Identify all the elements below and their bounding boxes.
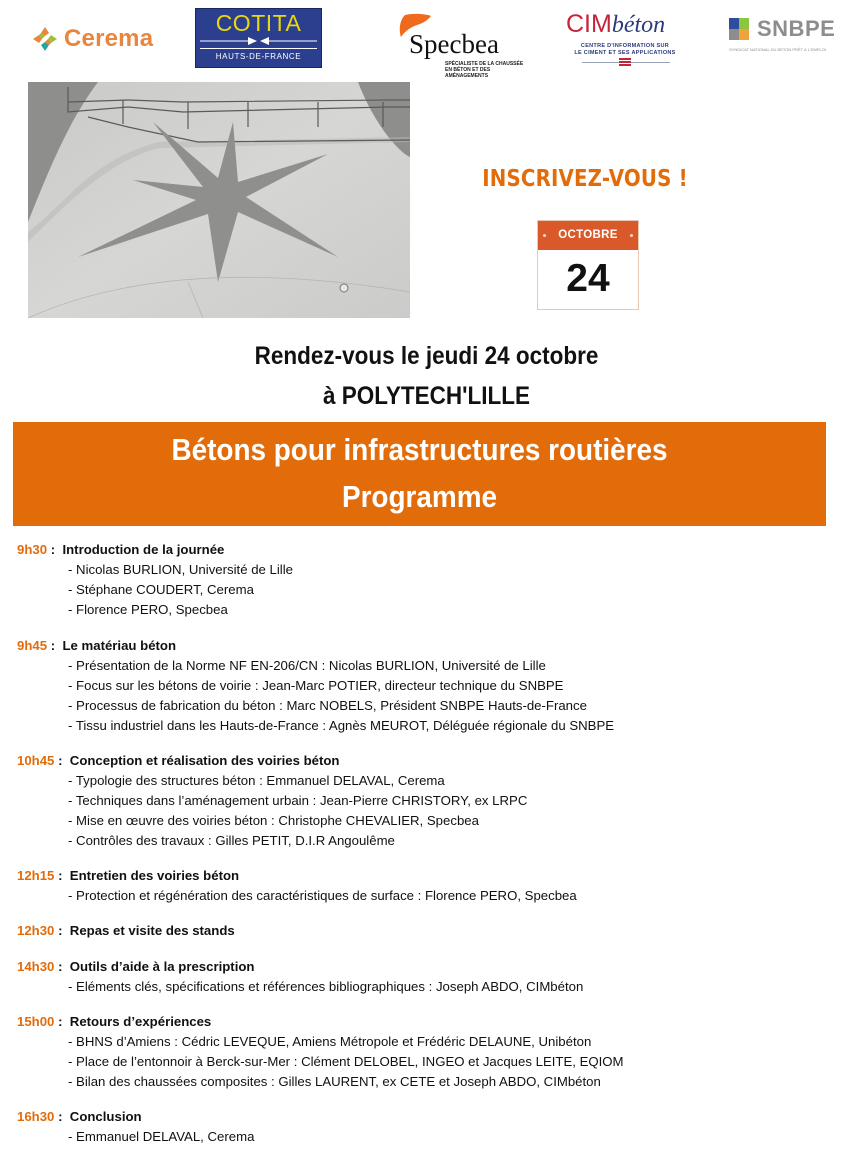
session-time: 9h45 [17,638,48,653]
cerema-name: Cerema [64,25,154,52]
session-title: Conception et réalisation des voiries béton [69,753,340,768]
separator: : [54,1014,70,1029]
programme-session [17,636,614,736]
programme-session [17,957,583,997]
snbpe-square-icon [739,29,749,40]
cotita-subtitle: HAUTS-DE-FRANCE [200,48,317,64]
cerema-icon [32,26,58,52]
session-time: 15h00 [17,1014,55,1029]
session-speaker-item: - Place de l’entonnoir à Berck-sur-Mer : Clément DELOBEL, INGEO et Jacques LEITE, EQIOM [68,1054,624,1069]
programme-session [17,866,577,906]
session-speaker-item: - Emmanuel DELAVAL, Cerema [68,1129,255,1144]
programme-session [17,1107,254,1147]
session-speaker-item: - Techniques dans l’aménagement urbain : Jean-Pierre CHRISTORY, ex LRPC [68,793,528,808]
programme-session [17,540,293,620]
session-time: 14h30 [17,959,55,974]
cimbeton-mark-icon [619,58,631,67]
session-speaker-item: - Contrôles des travaux : Gilles PETIT, D.I.R Angoulême [68,833,395,848]
session-title: Outils d’aide à la prescription [69,959,255,974]
session-time: 9h30 [17,542,48,557]
calendar-month: OCTOBRE [538,221,638,250]
calendar-date-icon [537,220,639,310]
separator: : [54,1109,70,1124]
converging-arrows-icon [200,36,317,46]
logo-cotita [195,8,322,68]
separator: : [47,542,63,557]
separator: : [54,959,70,974]
session-title: Entretien des voiries béton [69,868,240,883]
session-header [17,1107,254,1127]
session-header [17,1012,624,1032]
session-time: 12h15 [17,868,55,883]
separator: : [54,923,70,938]
event-venue-line: à POLYTECH'LILLE [322,382,531,410]
session-speaker-item: - Tissu industriel dans les Hauts-de-France : Agnès MEUROT, Déléguée régionale du SNBPE [68,718,615,733]
dot-decoration [630,234,633,237]
calendar-day: 24 [566,257,610,300]
cimbeton-name: CIMbéton [566,10,666,38]
session-header [17,751,527,771]
partner-logos [0,0,853,79]
session-title: Repas et visite des stands [69,923,235,938]
banner-subtitle: Programme [341,479,498,514]
session-speaker-item: - Stéphane COUDERT, Cerema [68,582,254,597]
snbpe-subtitle: SYNDICAT NATIONAL DU BÉTON PRÊT À L'EMPLOI [729,47,826,52]
logo-snbpe [727,14,852,64]
specbea-name: Specbea [409,29,499,59]
session-speaker-item: - Focus sur les bétons de voirie : Jean-Marc POTIER, directeur technique du SNBPE [68,678,564,693]
snbpe-square-icon [739,18,749,29]
session-time: 16h30 [17,1109,55,1124]
logo-cimbeton [562,8,687,70]
event-headline [0,336,853,416]
logo-specbea [397,13,532,79]
session-time: 10h45 [17,753,55,768]
session-title: Introduction de la journée [62,542,225,557]
session-speaker-item: - Bilan des chaussées composites : Gilles LAURENT, ex CETE et Joseph ABDO, CIMbéton [68,1074,601,1089]
session-speaker-item: - Typologie des structures béton : Emmanuel DELAVAL, Cerema [68,773,445,788]
specbea-subtitle: SPÉCIALISTE DE LA CHAUSSÉE EN BÉTON ET DES AMÉNAGEMENTS [445,61,524,79]
session-speaker-item: - Eléments clés, spécifications et références bibliographiques : Joseph ABDO, CIMbéton [68,979,584,994]
session-title: Retours d’expériences [69,1014,212,1029]
session-header [17,540,293,560]
event-date-line: Rendez-vous le jeudi 24 octobre [254,342,599,370]
programme-session [17,921,235,941]
session-header [17,866,577,886]
session-speaker-item: - Présentation de la Norme NF EN-206/CN : Nicolas BURLION, Université de Lille [68,658,546,673]
session-header [17,921,235,941]
session-speaker-item: - Florence PERO, Specbea [68,602,228,617]
session-title: Conclusion [69,1109,142,1124]
session-speaker-item: - Protection et régénération des caractéristiques de surface : Florence PERO, Specbea [68,888,577,903]
register-call-to-action: INSCRIVEZ-VOUS ! [482,166,688,192]
session-speaker-item: - Processus de fabrication du béton : Marc NOBELS, Président SNBPE Hauts-de-France [68,698,587,713]
cimbeton-subtitle: CENTRE D'INFORMATION SUR LE CIMENT ET SES APPLICATIONS [574,43,676,56]
session-header [17,957,583,977]
snbpe-square-icon [729,18,739,29]
session-time: 12h30 [17,923,55,938]
separator: : [54,868,70,883]
banner-title: Bétons pour infrastructures routières [171,432,668,467]
hero-photo [28,82,410,318]
session-speaker-item: - Mise en œuvre des voiries béton : Christophe CHEVALIER, Specbea [68,813,479,828]
snbpe-name: SNBPE [757,16,836,41]
separator: : [54,753,70,768]
snbpe-square-icon [729,29,739,40]
compass-rose-photo [28,82,410,318]
programme-session [17,1012,624,1092]
programme-session [17,751,527,851]
session-title: Le matériau béton [62,638,177,653]
dot-decoration [543,234,546,237]
logo-cerema [32,24,153,54]
session-speaker-item: - Nicolas BURLION, Université de Lille [68,562,293,577]
cotita-name: COTITA [200,12,317,34]
programme-banner [13,422,826,526]
session-speaker-item: - BHNS d’Amiens : Cédric LEVEQUE, Amiens Métropole et Frédéric DELAUNE, Unibéton [68,1034,592,1049]
session-header [17,636,614,656]
separator: : [47,638,63,653]
